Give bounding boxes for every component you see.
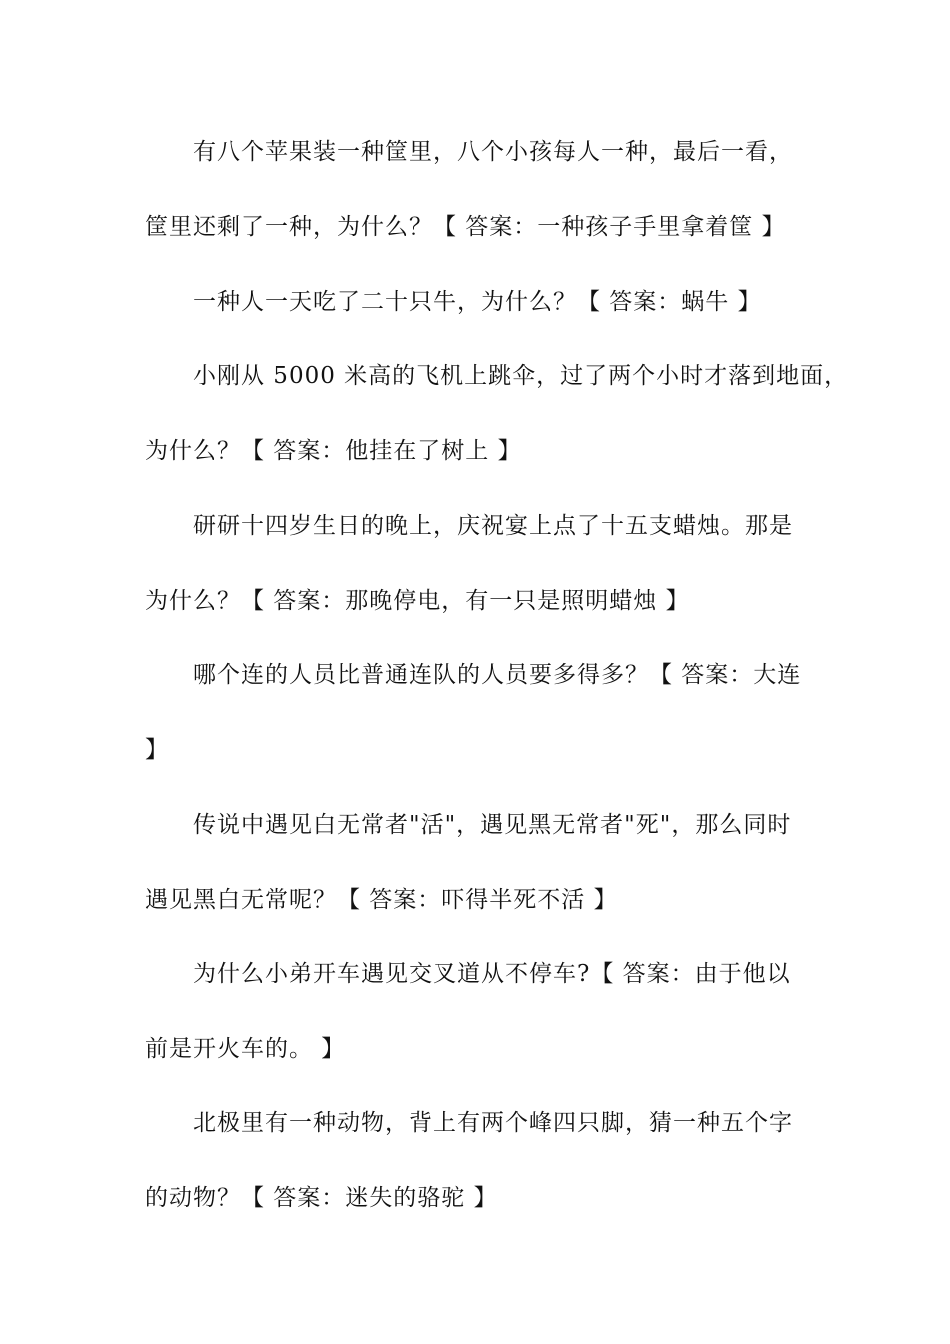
text-line: 】 (145, 737, 169, 763)
text-line: 北极里有一种动物，背上有两个峰四只脚，猜一种五个字 (193, 1110, 793, 1136)
text-line: 为什么小弟开车遇见交叉道从不停车?【 答案：由于他以 (193, 961, 791, 987)
text-line: 为什么？【 答案：那晚停电，有一只是照明蜡烛 】 (145, 588, 690, 614)
text-line: 传说中遇见白无常者"活"，遇见黑无常者"死"，那么同时 (193, 812, 792, 838)
text-line: 为什么？【 答案：他挂在了树上 】 (145, 438, 522, 464)
text-line: 研研十四岁生日的晚上，庆祝宴上点了十五支蜡烛。那是 (193, 513, 793, 539)
text-line: 有八个苹果装一种筐里，八个小孩每人一种，最后一看， (193, 139, 793, 165)
text-line: 筐里还剩了一种，为什么？【 答案：一种孩子手里拿着筐 】 (145, 214, 786, 240)
text-line: 小刚从 5000 米高的飞机上跳伞，过了两个小时才落到地面， (193, 363, 849, 389)
text-line: 遇见黑白无常呢？【 答案：吓得半死不活 】 (145, 887, 618, 913)
text-line: 哪个连的人员比普通连队的人员要多得多？【 答案：大连 (193, 662, 802, 688)
text-line: 前是开火车的。 】 (145, 1036, 346, 1062)
text-line: 的动物？【 答案：迷失的骆驼 】 (145, 1185, 498, 1211)
text-line: 一种人一天吃了二十只牛，为什么？【 答案：蜗牛 】 (193, 289, 762, 315)
